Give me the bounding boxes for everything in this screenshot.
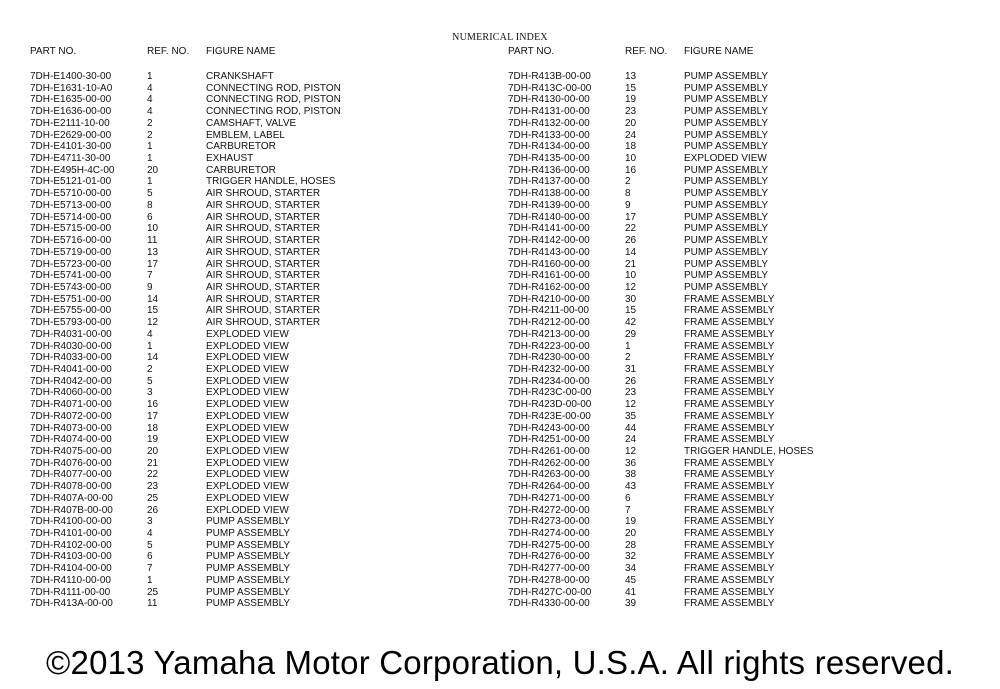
part-number: 7DH-R4100-00-00 [30,516,112,528]
figure-name: FRAME ASSEMBLY [684,340,775,352]
figure-name: PUMP ASSEMBLY [684,117,769,129]
part-number: 7DH-R4143-00-00 [508,246,590,258]
ref-number: 12 [625,281,637,293]
figure-name: FRAME ASSEMBLY [684,399,775,411]
part-no-header: PART NO. [508,46,555,57]
part-number: 7DH-R4161-00-00 [508,270,590,282]
part-number: 7DH-R4211-00-00 [508,305,589,317]
ref-number: 4 [147,94,153,106]
ref-number: 4 [147,82,153,94]
part-number: 7DH-R423E-00-00 [508,410,591,422]
ref-number: 25 [147,492,159,504]
part-number: 7DH-E4101-30-00 [30,141,112,153]
figure-name: PUMP ASSEMBLY [684,164,769,176]
part-number: 7DH-R4072-00-00 [30,410,112,422]
part-number: 7DH-E5715-00-00 [30,223,112,235]
part-number: 7DH-R4111-00-00 [30,586,111,598]
ref-number: 28 [625,539,637,551]
part-number: 7DH-R4274-00-00 [508,528,590,540]
figure-name: FRAME ASSEMBLY [684,387,775,399]
part-number: 7DH-R4031-00-00 [30,328,112,340]
part-number: 7DH-R4230-00-00 [508,352,590,364]
part-number: 7DH-R4264-00-00 [508,481,590,493]
ref-number: 14 [625,246,637,258]
part-number: 7DH-R4103-00-00 [30,551,112,563]
part-number: 7DH-R423D-00-00 [508,399,592,411]
figure-name: AIR SHROUD, STARTER [206,281,321,293]
part-number: 7DH-E5121-01-00 [30,176,112,188]
ref-number: 22 [625,223,637,235]
part-number: 7DH-E5713-00-00 [30,199,112,211]
figure-name: PUMP ASSEMBLY [684,106,769,118]
figure-name: FRAME ASSEMBLY [684,317,775,329]
part-number: 7DH-R4277-00-00 [508,563,590,575]
part-number: 7DH-E5714-00-00 [30,211,112,223]
part-number: 7DH-R4139-00-00 [508,199,590,211]
part-number: 7DH-R4212-00-00 [508,317,590,329]
part-number: 7DH-R4160-00-00 [508,258,590,270]
part-number: 7DH-E1631-10-A0 [30,82,113,94]
part-number: 7DH-R4243-00-00 [508,422,590,434]
part-number: 7DH-R4262-00-00 [508,457,590,469]
ref-number: 3 [147,516,153,528]
part-number: 7DH-R4136-00-00 [508,164,590,176]
part-number: 7DH-E5793-00-00 [30,317,112,329]
ref-number: 1 [147,340,153,352]
ref-number: 1 [147,71,153,82]
figure-name: CONNECTING ROD, PISTON [206,94,341,106]
figure-name: AIR SHROUD, STARTER [206,235,321,247]
part-number: 7DH-R4276-00-00 [508,551,590,563]
ref-number: 38 [625,469,637,481]
part-number: 7DH-R4137-00-00 [508,176,590,188]
figure-name: AIR SHROUD, STARTER [206,246,321,258]
ref-number: 41 [625,586,637,598]
part-no-header: PART NO. [30,46,77,57]
part-number: 7DH-E1635-00-00 [30,94,112,106]
figure-name-header: FIGURE NAME [206,46,276,57]
part-number: 7DH-E2111-10-00 [30,117,110,129]
figure-name: PUMP ASSEMBLY [206,598,291,610]
ref-no-header: REF. NO. [147,46,190,57]
part-number: 7DH-R4075-00-00 [30,446,112,457]
part-number: 7DH-R407B-00-00 [30,504,113,516]
part-number: 7DH-R4042-00-00 [30,375,112,387]
part-number: 7DH-R4071-00-00 [30,399,112,411]
figure-name: PUMP ASSEMBLY [684,188,769,200]
ref-number: 2 [147,363,153,375]
figure-name: FRAME ASSEMBLY [684,434,775,446]
part-number: 7DH-R4133-00-00 [508,129,590,141]
figure-name: PUMP ASSEMBLY [684,129,769,141]
figure-name: EXPLODED VIEW [206,481,289,493]
ref-number: 44 [625,422,637,434]
figure-name: EXPLODED VIEW [206,410,289,422]
figure-name: FRAME ASSEMBLY [684,528,775,540]
ref-number: 29 [625,328,637,340]
ref-number: 1 [147,153,153,165]
ref-number: 15 [147,305,159,317]
ref-number: 32 [625,551,637,563]
figure-name: TRIGGER HANDLE, HOSES [206,176,336,188]
part-number: 7DH-R4102-00-00 [30,539,112,551]
figure-name: EXPLODED VIEW [206,469,289,481]
figure-name: EXPLODED VIEW [206,399,289,411]
ref-number: 23 [625,106,637,118]
part-number: 7DH-R413B-00-00 [508,71,591,82]
ref-number: 7 [147,563,153,575]
part-number: 7DH-R4273-00-00 [508,516,590,528]
part-number: 7DH-R4132-00-00 [508,117,590,129]
figure-name: EXPLODED VIEW [684,153,767,165]
figure-name: AIR SHROUD, STARTER [206,199,321,211]
figure-name: CONNECTING ROD, PISTON [206,82,341,94]
ref-number: 2 [147,129,153,141]
part-number: 7DH-R4076-00-00 [30,457,112,469]
figure-name: FRAME ASSEMBLY [684,469,775,481]
ref-number: 2 [625,352,631,364]
ref-number: 23 [147,481,159,493]
figure-name: FRAME ASSEMBLY [684,492,775,504]
part-number: 7DH-E1400-30-00 [30,71,112,82]
ref-number: 8 [147,199,153,211]
figure-name: AIR SHROUD, STARTER [206,188,321,200]
figure-name: EXPLODED VIEW [206,340,289,352]
ref-number: 17 [147,410,159,422]
figure-name: PUMP ASSEMBLY [684,199,769,211]
ref-number: 1 [147,176,153,188]
ref-number: 15 [625,82,637,94]
figure-name: PUMP ASSEMBLY [206,574,291,586]
ref-number: 21 [147,457,159,469]
figure-name: PUMP ASSEMBLY [684,71,769,82]
figure-name: FRAME ASSEMBLY [684,551,775,563]
figure-name: FRAME ASSEMBLY [684,574,775,586]
part-number: 7DH-R4135-00-00 [508,153,590,165]
part-number: 7DH-R4033-00-00 [30,352,112,364]
ref-number: 18 [147,422,159,434]
figure-name: PUMP ASSEMBLY [684,270,769,282]
figure-name: PUMP ASSEMBLY [684,82,769,94]
part-number: 7DH-E5751-00-00 [30,293,112,305]
part-number: 7DH-R4041-00-00 [30,363,112,375]
ref-number: 21 [625,258,637,270]
part-number: 7DH-R4223-00-00 [508,340,590,352]
part-number: 7DH-R4134-00-00 [508,141,590,153]
figure-name: EXPLODED VIEW [206,434,289,446]
ref-number: 39 [625,598,637,610]
part-number: 7DH-R4263-00-00 [508,469,590,481]
ref-number: 24 [625,434,637,446]
ref-number: 43 [625,481,637,493]
figure-name: EXHAUST [206,153,254,165]
figure-name: AIR SHROUD, STARTER [206,211,321,223]
part-number: 7DH-E1636-00-00 [30,106,112,118]
figure-name: FRAME ASSEMBLY [684,481,775,493]
ref-number: 2 [147,117,153,129]
figure-name: FRAME ASSEMBLY [684,598,775,610]
figure-name: FRAME ASSEMBLY [684,422,775,434]
part-number: 7DH-E5710-00-00 [30,188,112,200]
figure-name: PUMP ASSEMBLY [206,516,291,528]
ref-number: 14 [147,352,159,364]
part-number: 7DH-R4030-00-00 [30,340,112,352]
part-number: 7DH-R4275-00-00 [508,539,590,551]
part-number: 7DH-R4210-00-00 [508,293,590,305]
ref-number: 45 [625,574,637,586]
ref-number: 5 [147,375,153,387]
figure-name: AIR SHROUD, STARTER [206,293,321,305]
ref-number: 20 [625,117,637,129]
ref-number: 11 [147,598,158,610]
ref-number: 20 [625,528,637,540]
ref-number: 1 [147,141,153,153]
ref-number: 1 [625,340,631,352]
ref-number: 26 [625,375,637,387]
part-number: 7DH-R4251-00-00 [508,434,590,446]
ref-number: 7 [147,270,153,282]
part-number: 7DH-R4101-00-00 [30,528,112,540]
ref-number: 3 [147,387,153,399]
part-number: 7DH-R4110-00-00 [30,574,111,586]
figure-name: PUMP ASSEMBLY [684,141,769,153]
figure-name: PUMP ASSEMBLY [684,211,769,223]
part-number: 7DH-R4073-00-00 [30,422,112,434]
figure-name-header: FIGURE NAME [684,46,754,57]
ref-number: 5 [147,539,153,551]
figure-name: FRAME ASSEMBLY [684,457,775,469]
ref-number: 13 [147,246,159,258]
ref-number: 4 [147,328,153,340]
figure-name: AIR SHROUD, STARTER [206,270,321,282]
figure-name: CAMSHAFT, VALVE [206,117,297,129]
ref-number: 10 [625,153,637,165]
part-number: 7DH-R4104-00-00 [30,563,112,575]
part-number: 7DH-R4232-00-00 [508,363,590,375]
figure-name: EXPLODED VIEW [206,352,289,364]
figure-name: FRAME ASSEMBLY [684,352,775,364]
figure-name: EXPLODED VIEW [206,422,289,434]
part-number: 7DH-R4330-00-00 [508,598,590,610]
figure-name: PUMP ASSEMBLY [206,539,291,551]
figure-name: EXPLODED VIEW [206,363,289,375]
ref-number: 17 [147,258,159,270]
ref-number: 6 [147,551,153,563]
ref-number: 34 [625,563,637,575]
part-number: 7DH-E2629-00-00 [30,129,112,141]
figure-name: EXPLODED VIEW [206,387,289,399]
ref-number: 42 [625,317,637,329]
ref-number: 11 [147,235,158,247]
figure-name: EXPLODED VIEW [206,492,289,504]
part-number: 7DH-R4130-00-00 [508,94,590,106]
ref-number: 15 [625,305,637,317]
ref-number: 10 [625,270,637,282]
figure-name: EXPLODED VIEW [206,457,289,469]
figure-name: PUMP ASSEMBLY [684,258,769,270]
figure-name: EXPLODED VIEW [206,375,289,387]
part-number: 7DH-E5743-00-00 [30,281,112,293]
figure-name: FRAME ASSEMBLY [684,504,775,516]
ref-number: 4 [147,106,153,118]
figure-name: PUMP ASSEMBLY [206,586,291,598]
ref-number: 17 [625,211,637,223]
figure-name: FRAME ASSEMBLY [684,328,775,340]
ref-number: 19 [625,516,637,528]
part-number: 7DH-R4140-00-00 [508,211,590,223]
copyright-notice: ©2013 Yamaha Motor Corporation, U.S.A. All rights reserved. [46,644,954,681]
ref-number: 12 [625,399,637,411]
ref-number: 2 [625,176,631,188]
part-number: 7DH-R407A-00-00 [30,492,113,504]
figure-name: PUMP ASSEMBLY [684,235,769,247]
figure-name: FRAME ASSEMBLY [684,586,775,598]
ref-number: 16 [147,399,159,411]
figure-name: EXPLODED VIEW [206,504,289,516]
part-number: 7DH-R4271-00-00 [508,492,590,504]
figure-name: PUMP ASSEMBLY [206,551,291,563]
part-number: 7DH-R427C-00-00 [508,586,592,598]
ref-number: 26 [625,235,637,247]
part-number: 7DH-R4261-00-00 [508,446,590,457]
figure-name: PUMP ASSEMBLY [684,281,769,293]
ref-number: 19 [147,434,159,446]
part-number: 7DH-E5723-00-00 [30,258,112,270]
ref-number: 6 [625,492,631,504]
figure-name: FRAME ASSEMBLY [684,539,775,551]
figure-name: PUMP ASSEMBLY [206,528,291,540]
ref-number: 30 [625,293,637,305]
part-number: 7DH-E5719-00-00 [30,246,112,258]
ref-no-header: REF. NO. [625,46,668,57]
part-number: 7DH-R423C-00-00 [508,387,592,399]
part-number: 7DH-R4141-00-00 [508,223,590,235]
figure-name: AIR SHROUD, STARTER [206,317,321,329]
part-number: 7DH-R4074-00-00 [30,434,112,446]
ref-number: 20 [147,446,159,457]
ref-number: 26 [147,504,159,516]
part-number: 7DH-E4711-30-00 [30,153,111,165]
part-number: 7DH-R413A-00-00 [30,598,113,610]
ref-number: 4 [147,528,153,540]
figure-name: FRAME ASSEMBLY [684,516,775,528]
part-number: 7DH-R4138-00-00 [508,188,590,200]
figure-name: FRAME ASSEMBLY [684,363,775,375]
figure-name: FRAME ASSEMBLY [684,305,775,317]
part-number: 7DH-R4162-00-00 [508,281,590,293]
ref-number: 13 [625,71,637,82]
figure-name: FRAME ASSEMBLY [684,375,775,387]
part-number: 7DH-R4272-00-00 [508,504,590,516]
ref-number: 10 [147,223,159,235]
part-number: 7DH-R4278-00-00 [508,574,590,586]
part-number: 7DH-R4077-00-00 [30,469,112,481]
ref-number: 16 [625,164,637,176]
figure-name: TRIGGER HANDLE, HOSES [684,446,814,457]
part-number: 7DH-R4142-00-00 [508,235,590,247]
figure-name: FRAME ASSEMBLY [684,563,775,575]
part-number: 7DH-R4060-00-00 [30,387,112,399]
part-number: 7DH-E5755-00-00 [30,305,112,317]
figure-name: AIR SHROUD, STARTER [206,305,321,317]
figure-name: EMBLEM, LABEL [206,129,285,141]
figure-name: FRAME ASSEMBLY [684,293,775,305]
figure-name: CRANKSHAFT [206,71,274,82]
figure-name: CARBURETOR [206,164,276,176]
part-number: 7DH-R413C-00-00 [508,82,592,94]
figure-name: CONNECTING ROD, PISTON [206,106,341,118]
figure-name: PUMP ASSEMBLY [206,563,291,575]
ref-number: 1 [147,574,153,586]
ref-number: 14 [147,293,159,305]
part-number: 7DH-R4213-00-00 [508,328,590,340]
part-number: 7DH-R4131-00-00 [508,106,590,118]
figure-name: EXPLODED VIEW [206,446,289,457]
figure-name: AIR SHROUD, STARTER [206,223,321,235]
part-number: 7DH-E5716-00-00 [30,235,112,247]
ref-number: 8 [625,188,631,200]
figure-name: AIR SHROUD, STARTER [206,258,321,270]
ref-number: 6 [147,211,153,223]
ref-number: 9 [147,281,153,293]
part-number: 7DH-E5741-00-00 [30,270,112,282]
ref-number: 36 [625,457,637,469]
figure-name: EXPLODED VIEW [206,328,289,340]
ref-number: 31 [625,363,637,375]
ref-number: 12 [625,446,637,457]
figure-name: PUMP ASSEMBLY [684,223,769,235]
ref-number: 9 [625,199,631,211]
ref-number: 7 [625,504,631,516]
part-number: 7DH-R4234-00-00 [508,375,590,387]
figure-name: FRAME ASSEMBLY [684,410,775,422]
part-number: 7DH-R4078-00-00 [30,481,112,493]
ref-number: 5 [147,188,153,200]
ref-number: 25 [147,586,159,598]
ref-number: 24 [625,129,637,141]
figure-name: PUMP ASSEMBLY [684,246,769,258]
ref-number: 35 [625,410,637,422]
ref-number: 18 [625,141,637,153]
ref-number: 23 [625,387,637,399]
ref-number: 22 [147,469,159,481]
figure-name: PUMP ASSEMBLY [684,176,769,188]
ref-number: 20 [147,164,159,176]
part-number: 7DH-E495H-4C-00 [30,164,115,176]
ref-number: 12 [147,317,159,329]
ref-number: 19 [625,94,637,106]
page-title: NUMERICAL INDEX [452,32,548,43]
figure-name: PUMP ASSEMBLY [684,94,769,106]
figure-name: CARBURETOR [206,141,276,153]
